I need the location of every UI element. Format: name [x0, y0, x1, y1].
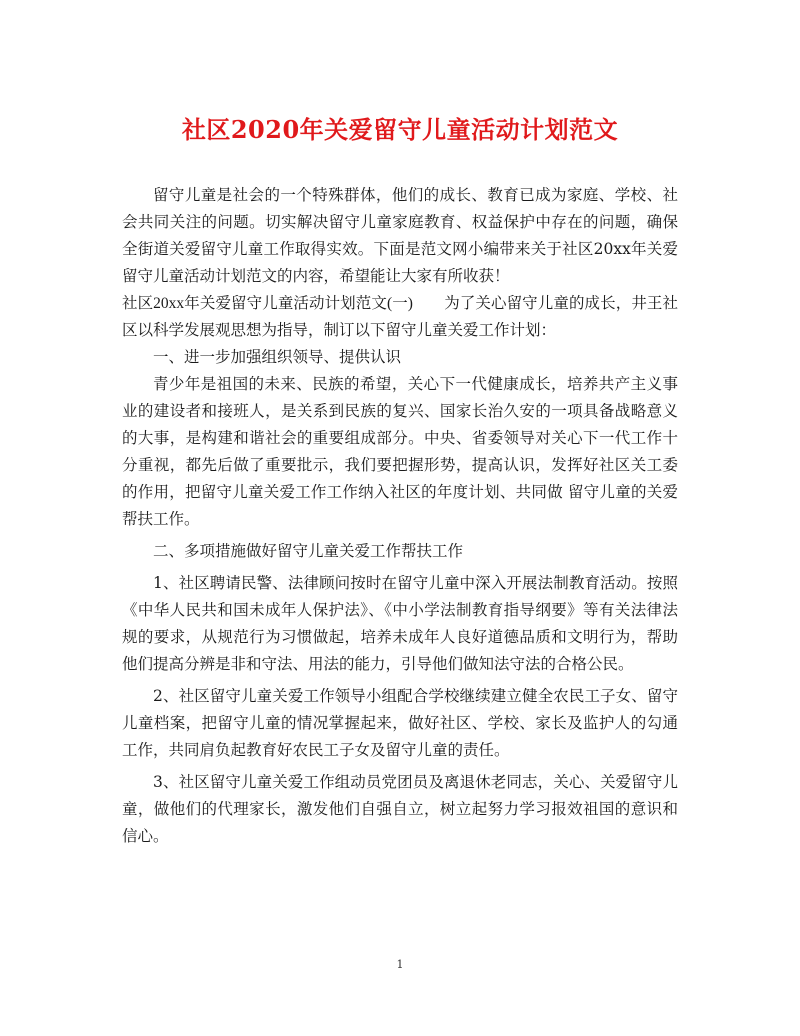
- page-number: 1: [396, 958, 404, 971]
- intro-paragraph: 留守儿童是社会的一个特殊群体，他们的成长、教育已成为家庭、学校、社会共同关注的问题。切实解决留守儿童家庭教育、权益保护中存在的问题，确保全街道关爱留守儿童工作取得实效。下面是范文网小编带来关于社区20xx年关爱留守儿童活动计划范文的内容，希望能让大家有所收获！: [122, 186, 678, 285]
- measure-1-paragraph: 1、社区聘请民警、法律顾问按时在留守儿童中深入开展法制教育活动。按照《中华人民共和国未成年人保护法》、《中小学法制教育指导纲要》等有关法律法规的要求，从规范行为习惯做起，培养未成年人良好道德品质和文明行为，帮助他们提高分辨是非和守法、用法的能力，引导他们做知法守法的合格公民。: [122, 574, 678, 673]
- section-heading-1: 一、进一步加强组织领导、提供认识: [153, 348, 402, 366]
- document-body: [122, 182, 678, 850]
- section-heading-2: 二、多项措施做好留守儿童关爱工作帮扶工作: [153, 542, 464, 560]
- section-1-paragraph: 青少年是祖国的未来、民族的希望，关心下一代健康成长，培养共产主义事业的建设者和接班人，是关系到民族的复兴、国家长治久安的一项具备战略意义的大事，是构建和谐社会的重要组成部分。中央、省委领导对关心下一代工作十分重视，都先后做了重要批示，我们要把握形势，提高认识，发挥好社区关工委的作用，把留守儿童关爱工作工作纳入社区的年度计划、共同做 留守儿童的关爱帮扶工作。: [122, 375, 678, 528]
- document-title: 社区2020年关爱留守儿童活动计划范文: [181, 115, 619, 144]
- plan-heading-paragraph: 社区20xx年关爱留守儿童活动计划范文(一) 为了关心留守儿童的成长，井王社区以科学发展观思想为指导，制订以下留守儿童关爱工作计划：: [122, 295, 678, 339]
- measure-3-paragraph: 3、社区留守儿童关爱工作组动员党团员及离退休老同志，关心、关爱留守儿童，做他们的代理家长，激发他们自强自立，树立起努力学习报效祖国的意识和信心。: [122, 773, 678, 845]
- measure-2-paragraph: 2、社区留守儿童关爱工作领导小组配合学校继续建立健全农民工子女、留守儿童档案，把留守儿童的情况掌握起来，做好社区、学校、家长及监护人的勾通工作，共同肩负起教育好农民工子女及留守儿童的责任。: [122, 687, 678, 759]
